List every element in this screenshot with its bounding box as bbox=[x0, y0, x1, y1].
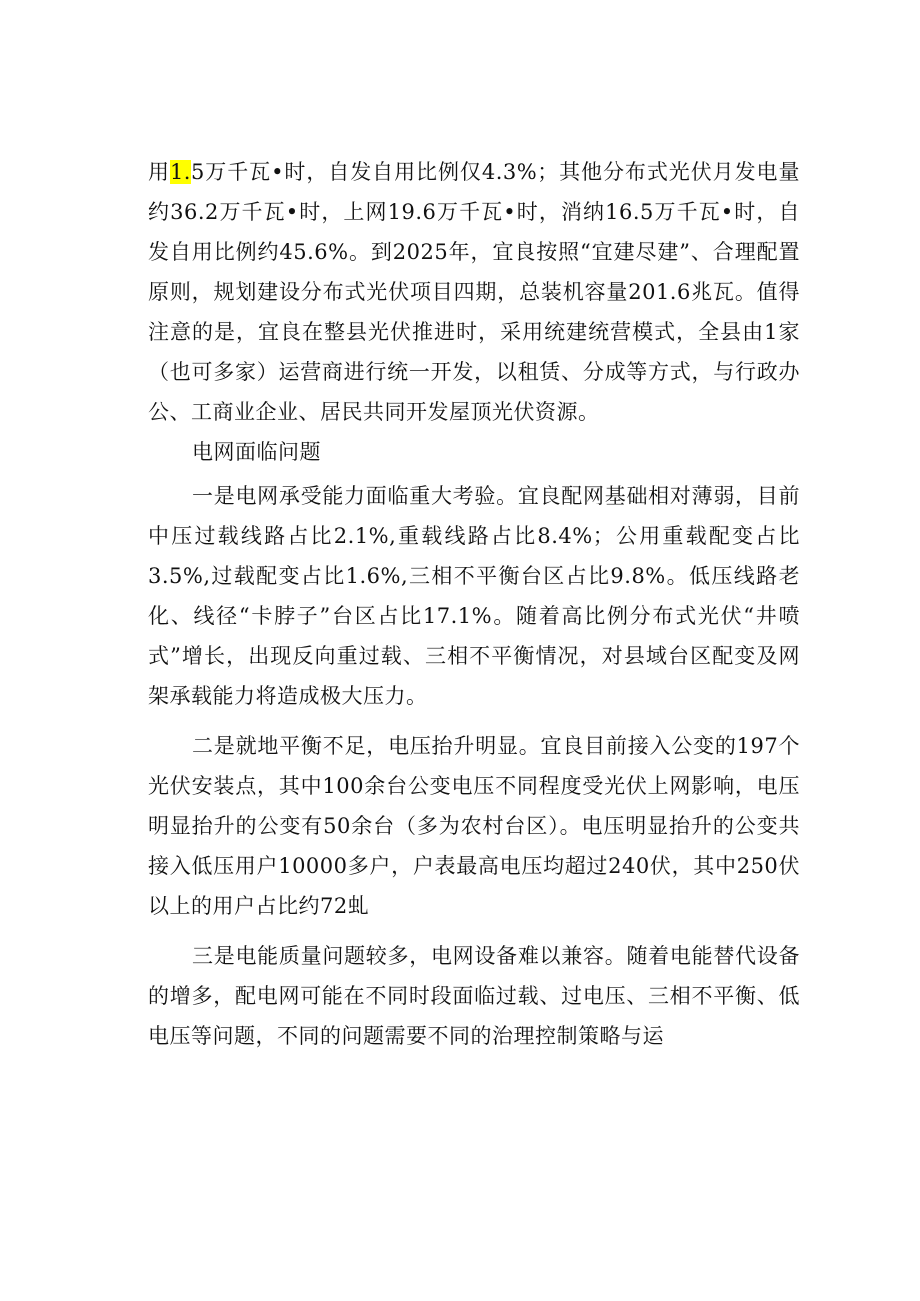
paragraph-solar-stats bbox=[148, 152, 800, 432]
paragraph-body: 5万千瓦•时，自发自用比例仅4.3%；其他分布式光伏月发电量约36.2万千瓦•时，上网19.6万千瓦•时，消纳16.5万千瓦•时，自发自用比例约45.6%。到2025年，宜良按照“宜建尽建”、合理配置原则，规划建设分布式光伏项目四期，总装机容量201.6兆瓦。值得注意的是，宜良在整县光伏推进时，采用统建统营模式，全县由1家（也可多家）运营商进行统一开发，以租赁、分成等方式，与行政办公、工商业企业、居民共同开发屋顶光伏资源。 bbox=[148, 160, 800, 424]
document-body bbox=[148, 152, 800, 1056]
paragraph-power-quality: 三是电能质量问题较多，电网设备难以兼容。随着电能替代设备的增多，配电网可能在不同时段面临过载、过电压、三相不平衡、低电压等问题，不同的问题需要不同的治理控制策略与运 bbox=[148, 944, 800, 1048]
paragraph-voltage-rise: 二是就地平衡不足，电压抬升明显。宜良目前接入公变的197个光伏安装点，其中100余台公变电压不同程度受光伏上网影响，电压明显抬升的公变有50余台（多为农村台区）。电压明显抬升的公变共接入低压用户10000多户，户表最高电压均超过240伏，其中250伏以上的用户占比约72虬 bbox=[148, 734, 800, 918]
paragraph-grid-capacity: 一是电网承受能力面临重大考验。宜良配网基础相对薄弱，目前中压过载线路占比2.1%,重载线路占比8.4%；公用重载配变占比3.5%,过载配变占比1.6%,三相不平衡台区占比9.8%。低压线路老化、线径“卡脖子”台区占比17.1%。随着高比例分布式光伏“井喷式”增长，出现反向重过载、三相不平衡情况，对县域台区配变及网架承载能力将造成极大压力。 bbox=[148, 484, 800, 708]
paragraph-lead: 用 bbox=[148, 160, 170, 184]
section-heading: 电网面临问题 bbox=[192, 440, 321, 464]
highlighted-text: 1. bbox=[169, 160, 191, 184]
